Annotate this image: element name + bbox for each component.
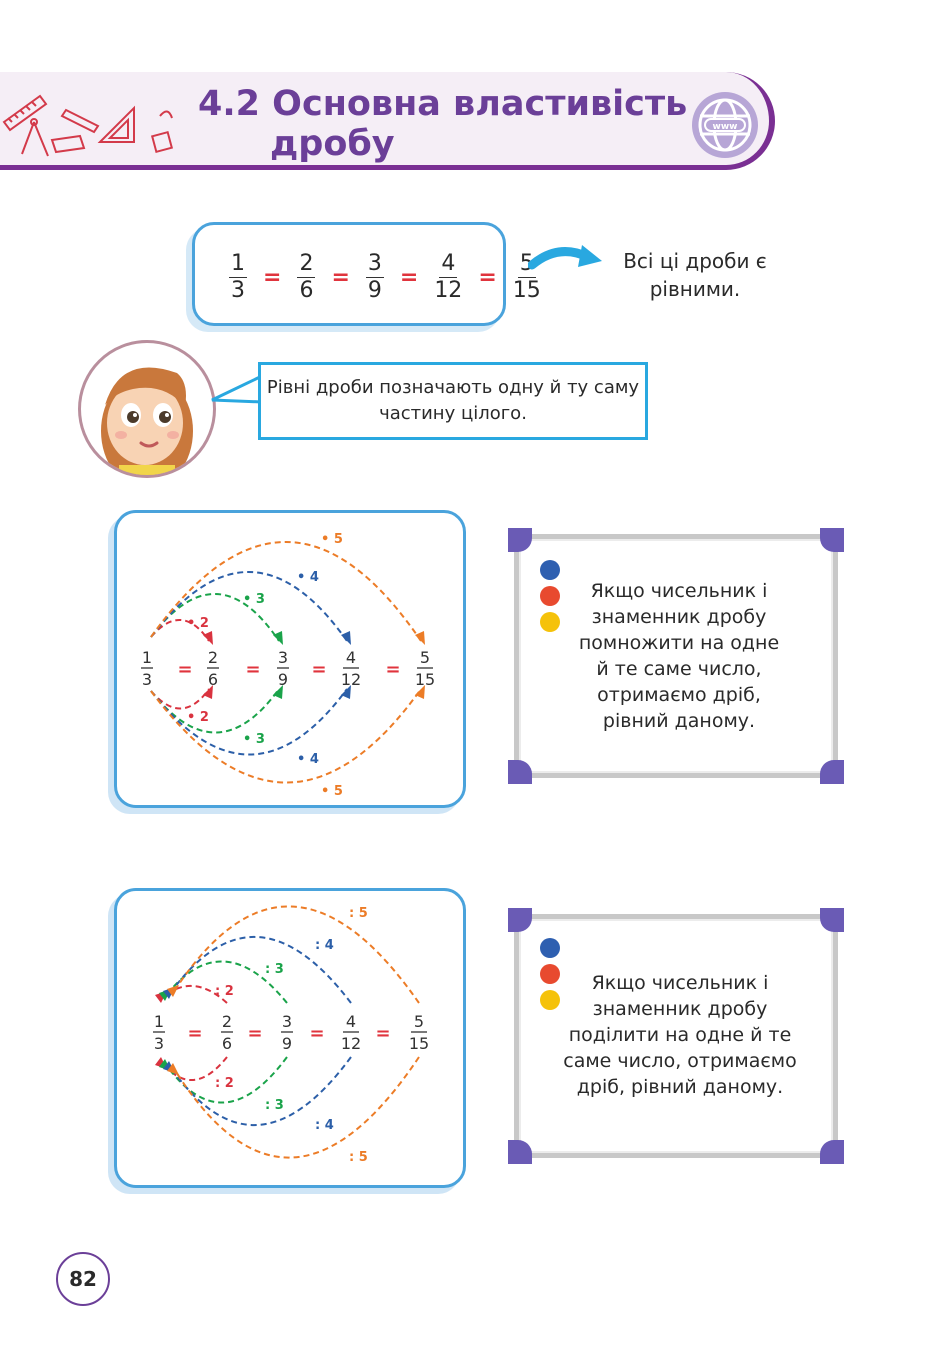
arc-label-top: • 4 (297, 570, 319, 585)
multiply-diagram-box (114, 510, 466, 808)
arc-label-bottom: • 3 (243, 732, 265, 747)
fraction-numerator: 5 (413, 1012, 425, 1031)
divide-arc-bottom (173, 1057, 419, 1158)
blue-magnet-dot (540, 560, 560, 580)
fraction-denominator: 12 (340, 1034, 362, 1053)
fraction-equality-row (229, 253, 541, 302)
fraction-numerator: 2 (207, 648, 219, 667)
fraction-numerator: 3 (277, 648, 289, 667)
arc-label-bottom: : 5 (349, 1150, 368, 1165)
divide-arc-top (173, 906, 419, 1003)
equals-sign: = (399, 265, 419, 290)
equals-sign: = (309, 1023, 325, 1044)
whiteboard-corner (820, 760, 844, 784)
title-line-2: дробу (270, 124, 395, 164)
arc-label-top: • 3 (243, 592, 265, 607)
fraction: $\frac{3}{9}$ (367, 251, 382, 303)
arc-label-bottom: : 3 (265, 1098, 284, 1113)
arc-label-bottom: : 4 (315, 1118, 334, 1133)
equals-sign: = (263, 265, 282, 290)
arc-label-top: • 2 (187, 616, 209, 631)
girl-avatar (78, 340, 216, 478)
arc-label-bottom: • 5 (321, 784, 343, 799)
fraction-denominator: 12 (340, 670, 362, 689)
divide-arc-bottom (169, 1057, 351, 1125)
www-label: www (712, 122, 738, 132)
fraction-denominator: 3 (153, 1034, 165, 1053)
fraction-denominator: 9 (281, 1034, 293, 1053)
fraction-numerator: 1 (153, 1012, 165, 1031)
yellow-magnet-dot (540, 612, 560, 632)
curved-arrow-icon (528, 243, 606, 273)
divide-diagram-box (114, 888, 466, 1188)
arrowhead (203, 631, 213, 645)
rule-whiteboard-multiply (508, 528, 844, 784)
fraction: $\frac{2}{6}$ (299, 251, 314, 303)
globe-www-icon (690, 90, 760, 160)
blue-magnet-dot (540, 938, 560, 958)
equals-sign: = (375, 1023, 391, 1044)
equal-fractions-note: Всі ці дроби є рівними. (623, 249, 767, 301)
chapter-header (0, 72, 782, 174)
equals-sign: = (187, 1023, 203, 1044)
school-tools-icon (0, 82, 190, 162)
multiply-arc-bottom (151, 689, 209, 709)
fraction-equality-box (192, 222, 541, 326)
fraction: $\frac{1}{3}$ (231, 251, 245, 303)
multiply-arc-bottom (151, 689, 279, 733)
equals-sign: = (245, 659, 261, 680)
page-number: 82 (56, 1252, 110, 1306)
fraction-denominator: 15 (408, 1034, 430, 1053)
fraction-numerator: 4 (345, 648, 357, 667)
fraction: $\frac{4}{12}$ (434, 251, 463, 303)
whiteboard-corner (820, 1140, 844, 1164)
fraction: $\frac{5}{15}$ (512, 251, 541, 303)
fraction-denominator: 15 (414, 670, 436, 689)
chapter-title (198, 84, 687, 164)
speech-bubble: Рівні дроби позначають одну й ту саму частину цілого. (258, 362, 648, 440)
speech-bubble-tail (210, 372, 265, 412)
rule-text: Якщо чисельник і знаменник дробу помножити на одне й те саме число, отримаємо дріб, рівний даному. (578, 580, 780, 732)
equals-sign: = (247, 1023, 263, 1044)
fraction-denominator: 6 (207, 670, 219, 689)
fraction-denominator: 6 (221, 1034, 233, 1053)
arrowhead (415, 631, 425, 645)
arc-label-bottom: • 4 (297, 752, 319, 767)
equals-sign: = (331, 265, 350, 290)
equals-sign: = (311, 659, 327, 680)
fraction-numerator: 2 (221, 1012, 233, 1031)
multiply-arc-diagram (117, 513, 469, 811)
equals-sign: = (385, 659, 401, 680)
multiply-arc-bottom (151, 689, 421, 783)
rule-whiteboard-divide (508, 908, 844, 1164)
divide-arc-diagram (117, 891, 469, 1191)
fraction-numerator: 4 (345, 1012, 357, 1031)
fraction-denominator: 3 (141, 670, 153, 689)
arc-label-top: : 5 (349, 906, 368, 921)
arrowhead (341, 631, 351, 645)
equals-sign: = (177, 659, 193, 680)
fraction-numerator: 1 (141, 648, 153, 667)
fraction-denominator: 9 (277, 670, 289, 689)
fraction-numerator: 5 (419, 648, 431, 667)
equals-sign: = (478, 265, 497, 290)
arc-label-bottom: • 2 (187, 710, 209, 725)
arc-label-top: : 4 (315, 938, 334, 953)
arc-label-top: : 3 (265, 962, 284, 977)
rule-text: Якщо чисельник і знаменник дробу поділити на одне й те саме число, отримаємо дріб, рівний даному. (563, 972, 797, 1098)
arc-label-bottom: : 2 (215, 1076, 234, 1091)
red-magnet-dot (540, 586, 560, 606)
fraction-numerator: 3 (281, 1012, 293, 1031)
arc-label-top: : 2 (215, 984, 234, 999)
arc-label-top: • 5 (321, 532, 343, 547)
title-line-1: 4.2 Основна властивість (198, 84, 688, 124)
